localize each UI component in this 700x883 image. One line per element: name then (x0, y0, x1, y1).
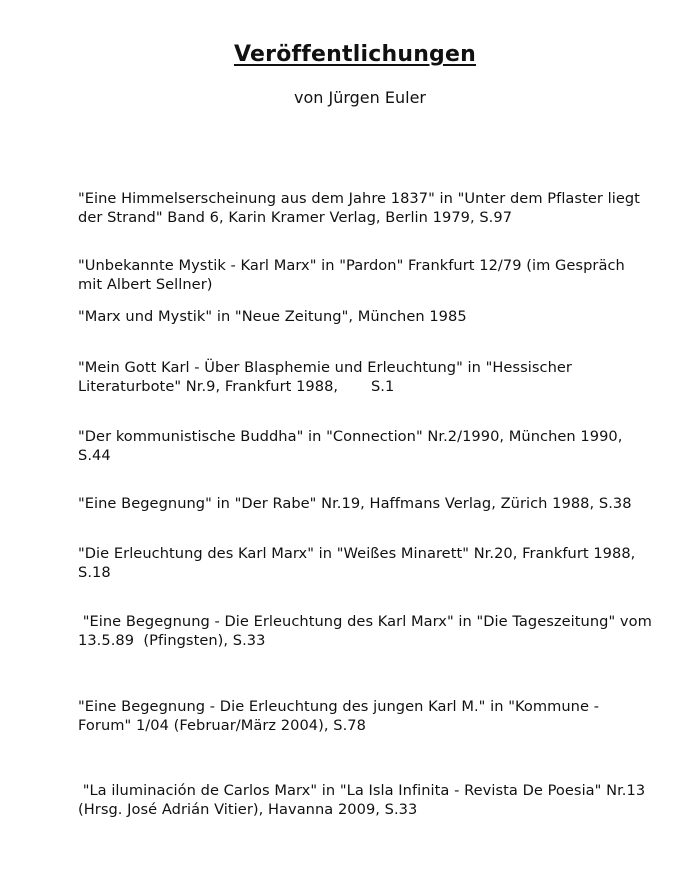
entry-line: (Hrsg. José Adrián Vitier), Havanna 2009, S.33 (78, 801, 418, 818)
entry-line: mit Albert Sellner) (78, 276, 213, 293)
page-title: Veröffentlichungen (234, 42, 476, 67)
publication-entry (78, 358, 653, 396)
publication-entry (78, 781, 653, 819)
entry-line: "Eine Begegnung - Die Erleuchtung des Karl Marx" in "Die Tageszeitung" vom (78, 613, 652, 630)
entry-line: "La iluminación de Carlos Marx" in "La Isla Infinita - Revista De Poesia" Nr.13 (78, 782, 646, 799)
publication-entry (78, 427, 653, 465)
author-line: von Jürgen Euler (294, 88, 426, 107)
publication-entry (78, 307, 653, 326)
entry-line: "Eine Himmelserscheinung aus dem Jahre 1837" in "Unter dem Pflaster liegt (78, 190, 640, 207)
publication-entry (78, 697, 653, 735)
entry-line: 13.5.89 (Pfingsten), S.33 (78, 632, 266, 649)
entry-line: Forum" 1/04 (Februar/März 2004), S.78 (78, 717, 366, 734)
publication-entry (78, 189, 653, 227)
publication-entry (78, 612, 653, 650)
entry-line: "Eine Begegnung - Die Erleuchtung des jungen Karl M." in "Kommune - (78, 698, 600, 715)
entry-line: Literaturbote" Nr.9, Frankfurt 1988, S.1 (78, 378, 395, 395)
entry-line: "Der kommunistische Buddha" in "Connection" Nr.2/1990, München 1990, (78, 428, 623, 445)
entry-line: "Eine Begegnung" in "Der Rabe" Nr.19, Haffmans Verlag, Zürich 1988, S.38 (78, 495, 632, 512)
entry-line: "Unbekannte Mystik - Karl Marx" in "Pardon" Frankfurt 12/79 (im Gespräch (78, 257, 625, 274)
publication-entry (78, 494, 653, 513)
entry-line: S.18 (78, 564, 111, 581)
entry-line: "Marx und Mystik" in "Neue Zeitung", München 1985 (78, 308, 467, 325)
entry-line: der Strand" Band 6, Karin Kramer Verlag, Berlin 1979, S.97 (78, 209, 513, 226)
entry-line: "Mein Gott Karl - Über Blasphemie und Erleuchtung" in "Hessischer (78, 359, 572, 376)
entry-line: S.44 (78, 447, 111, 464)
publication-entry (78, 544, 653, 582)
entry-line: "Die Erleuchtung des Karl Marx" in "Weißes Minarett" Nr.20, Frankfurt 1988, (78, 545, 636, 562)
publication-entry (78, 256, 653, 294)
